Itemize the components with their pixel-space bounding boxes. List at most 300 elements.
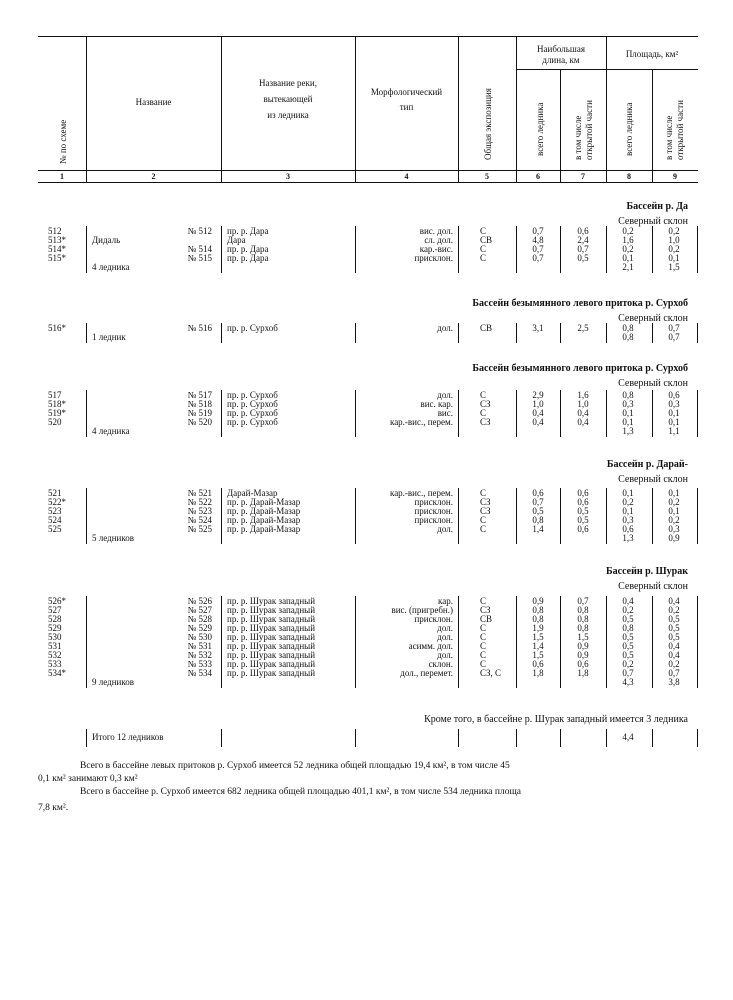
area-open: 0,7 [668, 668, 680, 678]
morph-type: вис. (пригребн.) [391, 605, 453, 615]
header-col-river: из ледника [267, 110, 309, 120]
grand-total-label: Итого 12 ледников [92, 732, 164, 742]
glacier-number: 530 [48, 632, 62, 642]
length-open: 0,6 [577, 226, 589, 236]
length-total: 0,7 [532, 253, 544, 263]
glacier-number: 519* [48, 408, 66, 418]
row-divider [560, 226, 561, 273]
exposure: С [480, 650, 487, 660]
header-divider [221, 36, 222, 182]
area-total: 0,2 [622, 659, 634, 669]
river-name: пр. р. Шурак западный [227, 668, 316, 678]
row-divider [606, 226, 607, 273]
header-col-length-open: в том числе [573, 115, 583, 160]
row-divider [560, 488, 561, 544]
river-name: пр. р. Дара [227, 253, 269, 263]
glacier-number: 526* [48, 596, 66, 606]
basin-title: Бассейн р. Да [626, 201, 688, 212]
slope-title: Северный склон [618, 313, 688, 324]
row-divider [697, 390, 698, 437]
river-name: пр. р. Сурхоб [227, 408, 278, 418]
row-divider [86, 729, 87, 747]
slope-title: Северный склон [618, 378, 688, 389]
glacier-number: 521 [48, 488, 62, 498]
row-divider [458, 729, 459, 747]
row-divider [516, 390, 517, 437]
area-total: 0,5 [622, 641, 634, 651]
header-col-exposure: Общая экспозиция [483, 88, 493, 160]
row-divider [458, 323, 459, 343]
exposure: С [480, 244, 487, 254]
length-total: 0,7 [532, 226, 544, 236]
length-total: 1,5 [532, 650, 544, 660]
morph-type: дол. [437, 524, 453, 534]
glacier-number: 527 [48, 605, 62, 615]
morph-type: присклон. [414, 506, 453, 516]
length-total: 3,1 [532, 323, 544, 333]
colnum: 9 [673, 172, 677, 181]
morph-type: склон. [428, 659, 453, 669]
length-total: 0,6 [532, 488, 544, 498]
glacier-name: № 519 [187, 408, 212, 418]
row-divider [606, 596, 607, 688]
exposure: СВ [480, 323, 493, 333]
row-divider [355, 226, 356, 273]
area-open: 0,3 [668, 399, 680, 409]
glacier-name: Дидаль [92, 235, 121, 245]
subtotal-area-open: 1,1 [668, 426, 680, 436]
row-divider [516, 323, 517, 343]
length-open: 1,6 [577, 390, 589, 400]
length-open: 1,5 [577, 632, 589, 642]
river-name: пр. р. Шурак западный [227, 632, 316, 642]
row-divider [458, 596, 459, 688]
glacier-name: № 530 [187, 632, 212, 642]
morph-type: асимм. дол. [408, 641, 453, 651]
area-total: 1,6 [622, 235, 634, 245]
glacier-number: 524 [48, 515, 62, 525]
colnum: 5 [485, 172, 489, 181]
length-open: 1,0 [577, 399, 589, 409]
area-open: 0,5 [668, 632, 680, 642]
river-name: пр. р. Сурхоб [227, 390, 278, 400]
row-divider [86, 226, 87, 273]
area-total: 0,6 [622, 524, 634, 534]
row-divider [221, 390, 222, 437]
header-bottom-rule [38, 170, 698, 171]
length-total: 1,5 [532, 632, 544, 642]
glacier-name: № 524 [187, 515, 212, 525]
glacier-name: № 518 [187, 399, 212, 409]
grand-total-area: 4,4 [622, 732, 634, 742]
length-open: 0,5 [577, 506, 589, 516]
river-name: пр. р. Сурхоб [227, 417, 278, 427]
area-total: 0,1 [622, 417, 634, 427]
length-open: 0,9 [577, 641, 589, 651]
row-divider [86, 488, 87, 544]
header-col-morph: Морфологический [370, 87, 443, 97]
row-divider [560, 323, 561, 343]
glacier-number: 513* [48, 235, 66, 245]
length-open: 0,6 [577, 497, 589, 507]
header-col-length: Наибольшая [537, 44, 585, 54]
length-total: 4,8 [532, 235, 544, 245]
slope-title: Северный склон [618, 474, 688, 485]
morph-type: дол., перемет. [400, 668, 453, 678]
row-divider [458, 390, 459, 437]
colnum: 1 [60, 172, 64, 181]
row-divider [355, 596, 356, 688]
area-open: 0,2 [668, 659, 680, 669]
header-col-name: Название [135, 97, 172, 107]
glacier-name: № 522 [187, 497, 212, 507]
area-open: 0,1 [668, 417, 680, 427]
subtotal-area-open: 0,7 [668, 332, 680, 342]
row-divider [221, 488, 222, 544]
morph-type: кар. [438, 596, 453, 606]
river-name: пр. р. Сурхоб [227, 399, 278, 409]
length-open: 0,8 [577, 605, 589, 615]
row-divider [652, 729, 653, 747]
exposure: С [480, 515, 487, 525]
length-total: 0,4 [532, 408, 544, 418]
header-col-area-total: всего ледника [624, 102, 634, 156]
subtotal-label: 5 ледников [92, 533, 134, 543]
length-open: 2,4 [577, 235, 589, 245]
header-divider [560, 69, 561, 182]
colnum-bottom-rule [38, 182, 698, 183]
area-open: 0,1 [668, 506, 680, 516]
morph-type: дол. [437, 623, 453, 633]
length-total: 1,9 [532, 623, 544, 633]
row-divider [86, 323, 87, 343]
subtotal-area: 2,1 [622, 262, 634, 272]
exposure: СЗ [480, 506, 491, 516]
area-open: 1,0 [668, 235, 680, 245]
morph-type: сл. дол. [424, 235, 453, 245]
glacier-name: № 520 [187, 417, 212, 427]
basin-title: Бассейн р. Шурак [606, 566, 688, 577]
morph-type: дол. [437, 650, 453, 660]
row-divider [697, 323, 698, 343]
length-total: 1,4 [532, 524, 544, 534]
glacier-number: 531 [48, 641, 62, 651]
area-total: 0,2 [622, 244, 634, 254]
row-divider [606, 729, 607, 747]
header-col-area: Площадь, км² [625, 49, 679, 59]
area-open: 0,7 [668, 323, 680, 333]
area-open: 0,1 [668, 408, 680, 418]
slope-title: Северный склон [618, 581, 688, 592]
area-open: 0,2 [668, 497, 680, 507]
glacier-name: № 533 [187, 659, 212, 669]
glacier-number: 534* [48, 668, 66, 678]
header-col-length: длина, км [542, 55, 580, 65]
area-open: 0,4 [668, 650, 680, 660]
length-open: 0,6 [577, 524, 589, 534]
row-divider [697, 729, 698, 747]
area-open: 0,5 [668, 614, 680, 624]
area-total: 0,8 [622, 623, 634, 633]
header-col-length-open: открытой части [584, 100, 594, 160]
row-divider [355, 729, 356, 747]
morph-type: дол. [437, 323, 453, 333]
morph-type: вис. дол. [419, 226, 453, 236]
morph-type: присклон. [414, 497, 453, 507]
river-name: пр. р. Шурак западный [227, 614, 316, 624]
glacier-name: № 529 [187, 623, 212, 633]
exposure: С [480, 596, 487, 606]
area-total: 0,1 [622, 408, 634, 418]
area-open: 0,6 [668, 390, 680, 400]
colnum: 4 [404, 172, 409, 181]
subtotal-area: 1,3 [622, 426, 634, 436]
header-col-number: № по схеме [58, 119, 68, 164]
length-open: 0,6 [577, 488, 589, 498]
row-divider [606, 488, 607, 544]
exposure: СЗ [480, 399, 491, 409]
colnum: 2 [151, 172, 156, 181]
row-divider [516, 596, 517, 688]
row-divider [86, 596, 87, 688]
header-col-length-total: всего ледника [535, 102, 545, 156]
header-col-area-open: в том числе [664, 115, 674, 160]
header-top-rule [38, 36, 698, 37]
exposure: С [480, 488, 487, 498]
row-divider [221, 729, 222, 747]
river-name: Дарай-Мазар [227, 488, 278, 498]
glacier-number: 512 [48, 226, 62, 236]
area-total: 0,2 [622, 605, 634, 615]
extra-note: Кроме того, в бассейне р. Шурак западный имеется 3 ледника [424, 714, 688, 725]
glacier-number: 514* [48, 244, 66, 254]
length-open: 0,7 [577, 244, 589, 254]
area-total: 0,5 [622, 614, 634, 624]
subtotal-area: 1,3 [622, 533, 634, 543]
glacier-name: № 532 [187, 650, 212, 660]
length-total: 0,8 [532, 605, 544, 615]
row-divider [606, 390, 607, 437]
exposure: С [480, 641, 487, 651]
area-total: 0,7 [622, 668, 634, 678]
area-total: 0,1 [622, 488, 634, 498]
length-total: 1,8 [532, 668, 544, 678]
length-open: 0,9 [577, 650, 589, 660]
glacier-name: № 516 [187, 323, 212, 333]
glacier-name: № 531 [187, 641, 212, 651]
morph-type: вис. [437, 408, 453, 418]
morph-type: присклон. [414, 253, 453, 263]
length-total: 0,7 [532, 244, 544, 254]
row-divider [516, 488, 517, 544]
exposure: СЗ, С [480, 668, 502, 678]
exposure: СЗ [480, 417, 491, 427]
area-open: 0,5 [668, 623, 680, 633]
glacier-number: 520 [48, 417, 62, 427]
glacier-name: № 527 [187, 605, 212, 615]
morph-type: присклон. [414, 515, 453, 525]
river-name: пр. р. Шурак западный [227, 605, 316, 615]
area-total: 0,4 [622, 596, 634, 606]
morph-type: кар.-вис. [419, 244, 453, 254]
glacier-number: 529 [48, 623, 62, 633]
length-open: 1,8 [577, 668, 589, 678]
area-open: 0,2 [668, 226, 680, 236]
row-divider [697, 226, 698, 273]
header-col-river: Название реки, [259, 78, 317, 88]
glacier-number: 533 [48, 659, 62, 669]
glacier-number: 532 [48, 650, 62, 660]
area-total: 0,5 [622, 632, 634, 642]
area-open: 0,2 [668, 605, 680, 615]
glacier-name: № 534 [187, 668, 212, 678]
row-divider [458, 488, 459, 544]
length-open: 0,6 [577, 659, 589, 669]
subtotal-area: 0,8 [622, 332, 634, 342]
basin-title: Бассейн р. Дарай- [606, 459, 688, 470]
exposure: С [480, 659, 487, 669]
river-name: пр. р. Дарай-Мазар [227, 497, 301, 507]
morph-type: вис. кар. [420, 399, 453, 409]
glacier-number: 523 [48, 506, 62, 516]
subtotal-area-open: 1,5 [668, 262, 680, 272]
glacier-number: 522* [48, 497, 66, 507]
subtotal-label: 4 ледника [92, 426, 130, 436]
slope-title: Северный склон [618, 216, 688, 227]
glacier-name: № 517 [187, 390, 212, 400]
morph-type: кар.-вис., перем. [389, 488, 453, 498]
row-divider [697, 488, 698, 544]
glacier-name: № 521 [187, 488, 212, 498]
area-total: 0,2 [622, 226, 634, 236]
area-total: 0,5 [622, 650, 634, 660]
length-total: 0,5 [532, 506, 544, 516]
glacier-name: № 515 [187, 253, 212, 263]
footnote-1-cont: 0,1 км² занимают 0,3 км² [38, 774, 138, 784]
length-total: 0,8 [532, 614, 544, 624]
area-total: 0,3 [622, 515, 634, 525]
glacier-name: № 528 [187, 614, 212, 624]
length-open: 0,8 [577, 614, 589, 624]
area-total: 0,2 [622, 497, 634, 507]
glacier-name: № 523 [187, 506, 212, 516]
subtotal-label: 9 ледников [92, 677, 134, 687]
footnote-2: Всего в бассейне р. Сурхоб имеется 682 ледника общей площадью 401,1 км², в том числе 534 ледника площа [80, 787, 522, 797]
row-divider [516, 729, 517, 747]
river-name: пр. р. Шурак западный [227, 641, 316, 651]
river-name: пр. р. Дара [227, 244, 269, 254]
river-name: пр. р. Дарай-Мазар [227, 515, 301, 525]
river-name: пр. р. Шурак западный [227, 596, 316, 606]
glacier-name: № 514 [187, 244, 212, 254]
subtotal-area: 4,3 [622, 677, 634, 687]
river-name: пр. р. Дарай-Мазар [227, 524, 301, 534]
length-total: 2,9 [532, 390, 544, 400]
length-total: 1,0 [532, 399, 544, 409]
row-divider [697, 596, 698, 688]
glacier-number: 517 [48, 390, 62, 400]
basin-title: Бассейн безымянного левого притока р. Сурхоб [472, 298, 688, 309]
subtotal-area-open: 3,8 [668, 677, 680, 687]
row-divider [221, 596, 222, 688]
area-open: 0,1 [668, 488, 680, 498]
exposure: С [480, 253, 487, 263]
morph-type: дол. [437, 632, 453, 642]
glacier-number: 528 [48, 614, 62, 624]
header-col-morph: тип [399, 102, 414, 112]
river-name: пр. р. Шурак западный [227, 623, 316, 633]
glacier-number: 516* [48, 323, 66, 333]
row-divider [355, 390, 356, 437]
length-open: 0,5 [577, 515, 589, 525]
morph-type: дол. [437, 390, 453, 400]
glacier-number: 515* [48, 253, 66, 263]
glacier-name: № 525 [187, 524, 212, 534]
footnote-2-cont: 7,8 км². [38, 803, 69, 813]
row-divider [355, 323, 356, 343]
row-divider [458, 226, 459, 273]
subtotal-area-open: 0,9 [668, 533, 680, 543]
area-total: 0,1 [622, 506, 634, 516]
basin-title: Бассейн безымянного левого притока р. Сурхоб [472, 363, 688, 374]
area-open: 0,4 [668, 641, 680, 651]
row-divider [560, 729, 561, 747]
header-col-river: вытекающей [263, 94, 313, 104]
length-total: 0,9 [532, 596, 544, 606]
glacier-name: № 512 [187, 226, 212, 236]
header-divider [458, 36, 459, 182]
length-total: 1,4 [532, 641, 544, 651]
river-name: пр. р. Шурак западный [227, 659, 316, 669]
subtotal-label: 1 ледник [92, 332, 126, 342]
exposure: С [480, 623, 487, 633]
footnote-1: Всего в бассейне левых притоков р. Сурхоб имеется 52 ледника общей площадью 19,4 км², в том числе 45 [80, 761, 510, 771]
length-open: 0,4 [577, 417, 589, 427]
exposure: С [480, 390, 487, 400]
colnum: 3 [286, 172, 290, 181]
river-name: пр. р. Дарай-Мазар [227, 506, 301, 516]
row-divider [221, 323, 222, 343]
area-open: 0,1 [668, 253, 680, 263]
area-open: 0,2 [668, 244, 680, 254]
river-name: Дара [227, 235, 246, 245]
header-divider [652, 69, 653, 182]
exposure: С [480, 524, 487, 534]
row-divider [221, 226, 222, 273]
length-open: 0,4 [577, 408, 589, 418]
length-open: 0,5 [577, 253, 589, 263]
exposure: С [480, 632, 487, 642]
row-divider [516, 226, 517, 273]
exposure: С [480, 408, 487, 418]
morph-type: присклон. [414, 614, 453, 624]
row-divider [86, 390, 87, 437]
length-open: 0,7 [577, 596, 589, 606]
area-total: 0,3 [622, 399, 634, 409]
river-name: пр. р. Сурхоб [227, 323, 278, 333]
group-header-rule [516, 69, 698, 70]
length-total: 0,8 [532, 515, 544, 525]
header-col-area-open: открытой части [675, 100, 685, 160]
row-divider [355, 488, 356, 544]
exposure: СЗ [480, 497, 491, 507]
length-open: 0,8 [577, 623, 589, 633]
header-divider [86, 36, 87, 182]
row-divider [606, 323, 607, 343]
area-open: 0,3 [668, 524, 680, 534]
length-open: 2,5 [577, 323, 589, 333]
area-open: 0,2 [668, 515, 680, 525]
